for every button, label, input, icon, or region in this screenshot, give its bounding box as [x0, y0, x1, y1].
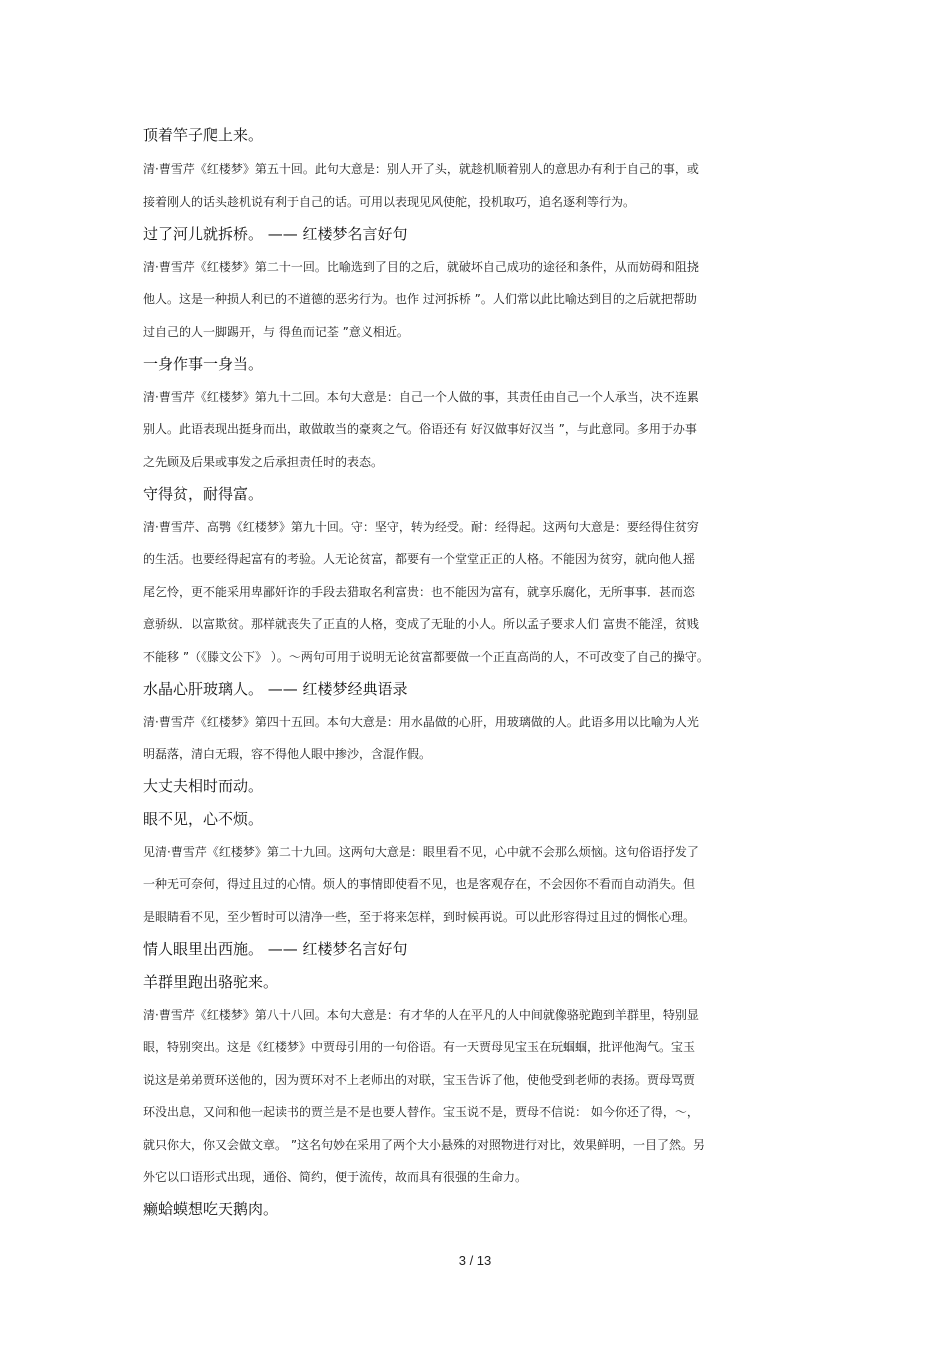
entry-text: 的生活。也要经得起富有的考验。人无论贫富，都要有一个堂堂正正的人格。不能因为贫穷，就向他人摇	[143, 552, 696, 566]
entry-text: 清·曹雪芹《红楼梦》第二十一回。比喻选到了目的之后，就破坏自己成功的途径和条件，从而妨碍和阻挠	[143, 260, 699, 274]
entry-text: 别人。此语表现出挺身而出，敢做敢当的豪爽之气。俗语还有 好汉做事好汉当 ”，与此意同。多用于办事	[143, 422, 697, 436]
entry-title: 守得贫，耐得富。	[143, 485, 264, 503]
entry-text: 外它以口语形式出现，通俗、简约，便于流传，故而具有很强的生命力。	[143, 1170, 528, 1184]
entry-text: 清·曹雪芹《红楼梦》第五十回。此句大意是：别人开了头，就趁机顺着别人的意思办有利于自己的事，或	[143, 162, 699, 176]
entry-title: 水晶心肝玻璃人。 —— 红楼梦经典语录	[143, 680, 408, 698]
entry-text: 意骄纵．以富欺贫。那样就丧失了正直的人格，变成了无耻的小人。所以孟子要求人们 富贵不能淫，贫贱	[143, 617, 699, 631]
entry-text: 过自己的人一脚踢开，与 得鱼而记荃 ”意义相近。	[143, 325, 409, 339]
entry-title: 眼不见，心不烦。	[143, 810, 264, 828]
entry-text: 尾乞怜，更不能采用卑鄙奸诈的手段去猎取名利富贵：也不能因为富有，就享乐腐化，无所事事．甚而恣	[143, 585, 696, 599]
entry-title: 癞蛤蟆想吃天鹅肉。	[143, 1200, 279, 1218]
page-number: 3 / 13	[458, 1253, 492, 1268]
entry-title: 一身作事一身当。	[143, 355, 264, 373]
entry-text: 清·曹雪芹、高鹗《红楼梦》第九十回。守：坚守，转为经受。耐：经得起。这两句大意是：要经得住贫穷	[143, 520, 699, 534]
entry-text: 清·曹雪芹《红楼梦》第四十五回。本句大意是：用水晶做的心肝，用玻璃做的人。此语多用以比喻为人光	[143, 715, 699, 729]
entry-text: 说这是弟弟贾环送他的，因为贾环对不上老师出的对联，宝玉告诉了他，使他受到老师的表扬。贾母骂贾	[143, 1073, 696, 1087]
entry-text: 明磊落，清白无瑕，容不得他人眼中掺沙，含混作假。	[143, 747, 432, 761]
entry-text: 是眼睛看不见，至少暂时可以清净一些，至于将来怎样，到时候再说。可以此形容得过且过的惆怅心理。	[143, 910, 696, 924]
entry-text: 之先顾及后果或事发之后承担责任时的表态。	[143, 455, 384, 469]
entry-text: 眼，特别突出。这是《红楼梦》中贾母引用的一句俗语。有一天贾母见宝玉在玩蝈蝈，批评他淘气。宝玉	[143, 1040, 696, 1054]
entry-text: 见清·曹雪芹《红楼梦》第二十九回。这两句大意是：眼里看不见，心中就不会那么烦恼。这句俗语抒发了	[143, 845, 699, 859]
entry-title: 过了河儿就拆桥。 —— 红楼梦名言好句	[143, 225, 408, 243]
entry-text: 不能移 ”（《滕文公下》 ）。～两句可用于说明无论贫富都要做一个正直高尚的人，不可改变了自己的操守。	[143, 650, 709, 664]
entry-text: 清·曹雪芹《红楼梦》第九十二回。本句大意是：自己一个人做的事，其责任由自己一个人承当，决不连累	[143, 390, 699, 404]
entry-title: 羊群里跑出骆驼来。	[143, 973, 279, 991]
entry-text: 一种无可奈何，得过且过的心情。烦人的事情即使看不见，也是客观存在，不会因你不看而自动消失。但	[143, 877, 696, 891]
entry-text: 就只你大，你又会做文章。 ”这名句妙在采用了两个大小悬殊的对照物进行对比，效果鲜明，一目了然。另	[143, 1138, 706, 1152]
entry-text: 接着刚人的话头趁机说有利于自己的话。可用以表现见风使舵，投机取巧，追名逐利等行为。	[143, 195, 636, 209]
entry-title: 顶着竿子爬上来。	[143, 126, 264, 144]
entry-text: 他人。这是一种损人利已的不道德的恶劣行为。也作 过河拆桥 ”。人们常以此比喻达到目的之后就把帮助	[143, 292, 697, 306]
entry-text: 环没出息，又问和他一起读书的贾兰是不是也要人替作。宝玉说不是，贾母不信说： 如今你还了得，～，	[143, 1105, 699, 1119]
entry-title: 大丈夫相时而动。	[143, 777, 264, 795]
entry-title: 情人眼里出西施。 —— 红楼梦名言好句	[143, 940, 408, 958]
entry-text: 清·曹雪芹《红楼梦》第八十八回。本句大意是：有才华的人在平凡的人中间就像骆驼跑到羊群里，特别显	[143, 1008, 699, 1022]
